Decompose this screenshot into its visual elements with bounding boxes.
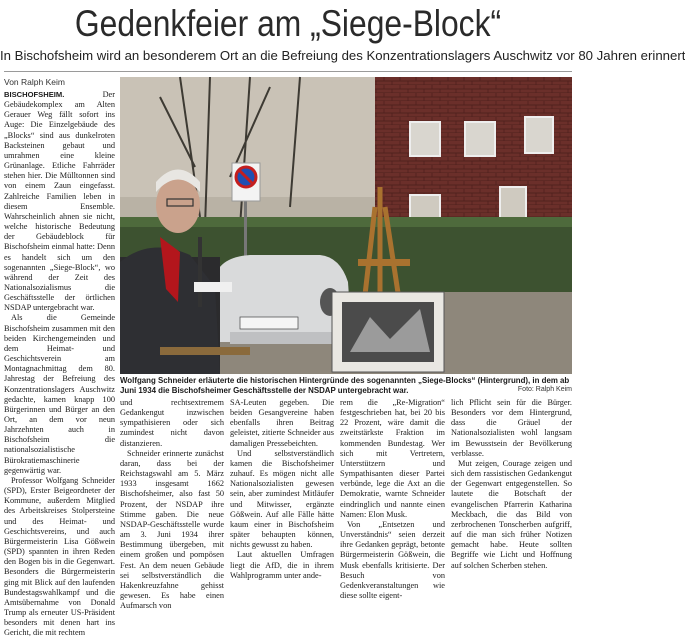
paragraph: Professor Wolfgang Schneider (SPD), Erster Beigeordneter der Kommune, außerdem Mitglied des Arbeitskreises Stolpersteine und des Heimat- und Geschichtsvereins, und auch Bürgermeisterin Lisa Gößwein (SPD) spannten in ihren Reden den Bogen bis in die Gegenwart. Besonders die Bürgermeisterin ging mit Blick auf den laufenden Bundestagswahlkampf und die Amtsübernahme von Donald Trump als erneuter US-Präsident besonders mit denen hart ins Gericht, die mit rechtem [4,475,115,638]
subheadline: In Bischofsheim wird an besonderem Ort an die Befreiung des Konzentrationslagers Auschwitz vor 80 Jahren erinnert [0,48,685,63]
byline: Von Ralph Keim [4,77,65,87]
article-column-1 [4,90,115,638]
divider [4,71,572,72]
paragraph: Mut zeigen, Courage zeigen und sich dem rassistischen Gedankengut der Gegenwart entgegenstellen. So lautete die Botschaft der evangelischen Pfarrerin Katharina Meckbach, die das Bild von zerbrochenen Tonscherben aufgriff, auf die man sich früher Notizen gemacht habe. Heute sollten Begriffe wie Licht und Hoffnung auf solchen Scherben stehen. [451,458,572,570]
paragraph: lich Pflicht sein für die Bürger. Besonders vor dem Hintergrund, dass die Gräuel der Nationalsozialisten wohl langsam im Bewusstsein der Bevölkerung verblasse. [451,398,572,458]
paragraph: und rechtsextremem Gedankengut inzwischen sympathisieren oder sich zumindest nicht davon distanzieren. [120,398,224,448]
article-column-4 [340,398,445,600]
paragraph: SA-Leuten gegeben. Die beiden Gesangvereine haben ebenfalls ihren Beitrag geleistet, zitierte Schneider aus damaligen Pressebeichten. [230,398,334,448]
paragraph: Von „Entsetzen und Unverständnis“ seien derzeit ihre Gedanken geprägt, betonte Bürgermeisterin Gößwein, die Musk ebenfalls kritisierte. Der Besuch von Gedenkveranstaltungen wie diese sollte eigent- [340,519,445,600]
paragraph: Schneider erinnerte zunächst daran, dass bei der Reichstagswahl am 5. März 1933 insgesamt 1662 Bischofsheimer, also fast 50 Prozent, der NSDAP ihre Stimme gaben. Die neue NSDAP-Geschäftsstelle wurde am 3. Juni 1934 ihrer Bestimmung übergeben, mit einem großen und pompösen Fest. An dem neuen Gebäude sei selbstverständlich die Hakenkreuzfahne gehisst gewesen. Es habe einen Aufmarsch von [120,448,224,611]
article-photo [120,77,572,374]
article-column-3 [230,398,334,580]
paragraph: Als die Gemeinde Bischofsheim zusammen mit den beiden Kirchengemeinden und dem Heimat- und Geschichtsverein am Montagnachmittag dem 80. Jahrestag der Befreiung des Konzentrationslagers Auschwitz gedachte, kamen knapp 100 Bürgerinnen und Bürger an den Ort, an dem vor neun Jahrzehnten auch in Bischofsheim die nationalsozialistische Bürokratiemaschinerie gegenwärtig war. [4,313,115,475]
paragraph: rem die „Re-Migration“ festgeschrieben hat, bei 20 bis 22 Prozent, wäre damit die zweitstärkste Fraktion im kommenden Bundestag. Wer sich mit Vertretern, Unterstützern und Sympathisanten dieser Partei verbünde, lege die Axt an die Demokratie, warnte Schneider eindringlich und nannte einen Namen: Elon Musk. [340,398,445,519]
article-column-5 [451,398,572,572]
paragraph: Laut aktuellen Umfragen liegt die AfD, die in ihrem Wahlprogramm unter ande- [230,550,334,580]
article-column-2 [120,398,224,611]
paragraph: Und selbstverständlich kamen die Bischofsheimer zuhauf. Es mögen nicht alle Nationalsozialisten gewesen sein, aber zumindest Mitläufer und Mitwisser, ergänzte Gößwein. Auf alle Fälle hätte kaum einer in Bischofsheim später behaupten können, nichts gewusst zu haben. [230,448,334,550]
photo-credit: Foto: Ralph Keim [517,386,572,393]
dateline: BISCHOFSHEIM. [4,90,65,99]
headline: Gedenkfeier am „Siege-Block“ [74,3,502,44]
photo-caption: Wolfgang Schneider erläuterte die historischen Hintergründe des sogenannten „Siege-Blocks“ (Hintergrund), in dem ab Juni 1934 die Bischofsheimer Geschäftsstelle der NSDAP untergebracht war. [120,376,570,395]
paragraph: BISCHOFSHEIM. Der Gebäudekomplex am Alten Gerauer Weg fällt sofort ins Auge: Die Einzelgebäude des „Blocks“ sind aus dunkelroten Backsteinen gebaut und umrahmen eine kleine Grünanlage. Etliche Fahrräder stehen hier. Die Mülltonnen sind von einem Zaun eingefasst. Zahlreiche Familien leben in diesem Ensemble. Wahrscheinlich ahnen sie nicht, welche historische Bedeutung der Gebäudeblock für Bischofsheim einmal hatte: Denn es handelt sich um den sogenannten „Siege-Block“, wo während der Zeit des Nationalsozialismus die Geschäftsstelle der örtlichen NSDAP untergebracht war. [4,90,115,313]
